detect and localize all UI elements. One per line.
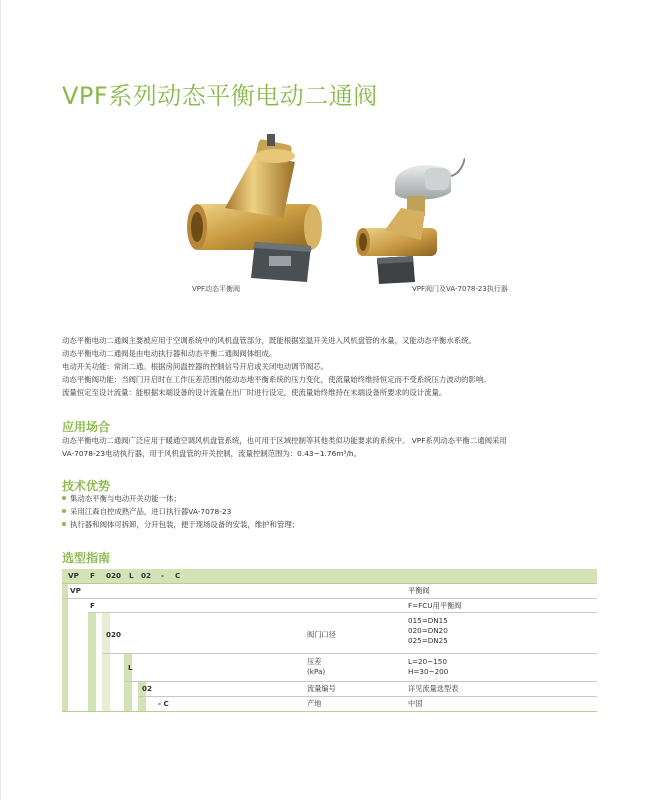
row-code: L [128, 663, 133, 672]
intro-line: 电动开关功能：常闭二通。根据房间温控器的控制信号开启或关闭电动调节阀芯。 [62, 362, 329, 371]
row-divider [124, 681, 597, 682]
row-code: 020 [106, 630, 122, 639]
row-value: 中国 [408, 699, 423, 708]
bullet-dot-icon [62, 509, 66, 513]
list-item [62, 518, 299, 531]
page-edge-line [0, 0, 1, 800]
row-value: 015=DN15 020=DN20 025=DN25 [408, 616, 448, 645]
list-item [62, 492, 299, 505]
row-code: 02 [142, 684, 153, 693]
list-item [62, 505, 299, 518]
table-row [62, 699, 597, 711]
table-row [62, 601, 597, 613]
header-code: F [90, 571, 95, 580]
advantage-text: 执行器和阀体可拆卸，分开包装，便于现场设备的安装，维护和管理； [70, 520, 300, 529]
row-value: L=20~150 H=30~200 [408, 657, 449, 676]
intro-line: 动态平衡阀功能：当阀门开启时在工作压差范围内能动态地平衡系统的压力变化，使流量始终维持恒定而不受系统压力波动的影响。 [62, 375, 491, 384]
header-code: VP [68, 571, 79, 580]
row-divider [138, 696, 597, 697]
application-heading: 应用场合 [62, 420, 111, 434]
application-line: VA-7078-23电动执行器，用于风机盘管的开关控制，流量控制范围为：0.43~1.76m³/h。 [62, 449, 362, 458]
row-label: 产地 [307, 699, 322, 708]
table-row [62, 586, 597, 598]
header-code: - [161, 571, 164, 580]
row-value: F=FCU用平衡阀 [408, 601, 462, 610]
table-row [62, 657, 597, 679]
advantages-heading: 技术优势 [62, 479, 111, 493]
caption-right: VPF阀门及VA-7078-23执行器 [412, 285, 508, 293]
selection-header-row [62, 569, 597, 584]
header-code: C [175, 571, 181, 580]
valve-image-large [185, 134, 325, 284]
row-divider [62, 598, 597, 599]
selection-table [62, 569, 597, 712]
row-code: VP [70, 586, 81, 595]
row-label: 压差 (kPa) [307, 657, 326, 676]
intro-line: 动态平衡电动二通阀主要被应用于空调系统中的风机盘管部分，既能根据室温开关进入风机盘管的水量，又能动态平衡水系统。 [62, 336, 476, 345]
row-label: 流量编号 [307, 684, 336, 693]
table-row [62, 684, 597, 696]
header-code: L [129, 571, 134, 580]
row-divider [102, 653, 597, 654]
page-title: VPF系列动态平衡电动二通阀 [62, 82, 378, 110]
advantage-text: 集动态平衡与电动开关功能一体； [70, 494, 181, 503]
intro-text [62, 334, 602, 399]
bullet-dot-icon [62, 496, 66, 500]
row-value: 详见流量选型表 [408, 684, 459, 693]
table-row [62, 616, 597, 652]
intro-line: 动态平衡电动二通阀是由电动执行器和动态平衡二通阀阀体组成。 [62, 349, 277, 358]
application-line: 动态平衡电动二通阀广泛应用于暖通空调风机盘管系统，也可用于区域控制等其他类似功能要求的系统中。 VPF系列动态平衡二通阀采用 [62, 436, 507, 445]
advantage-text: 采用江森自控成熟产品，进口执行器VA-7078-23 [70, 507, 232, 516]
row-value: 平衡阀 [408, 586, 430, 595]
caption-left: VPF动态平衡阀 [192, 285, 241, 293]
header-code: 02 [141, 571, 152, 580]
application-text [62, 434, 602, 460]
table-bottom-rule [62, 711, 597, 712]
row-label: 阀门口径 [307, 630, 336, 639]
intro-line: 流量恒定至设计流量：能根据末端设备的设计流量在出厂时进行设定，使流量始终维持在末端设备所要求的设计流量。 [62, 388, 447, 397]
row-code: - C [158, 699, 169, 708]
row-code: F [90, 601, 95, 610]
header-code: 020 [106, 571, 122, 580]
bullet-dot-icon [62, 522, 66, 526]
advantages-list [62, 492, 299, 531]
valve-actuator-image [355, 158, 465, 286]
selection-heading: 选型指南 [62, 551, 111, 565]
